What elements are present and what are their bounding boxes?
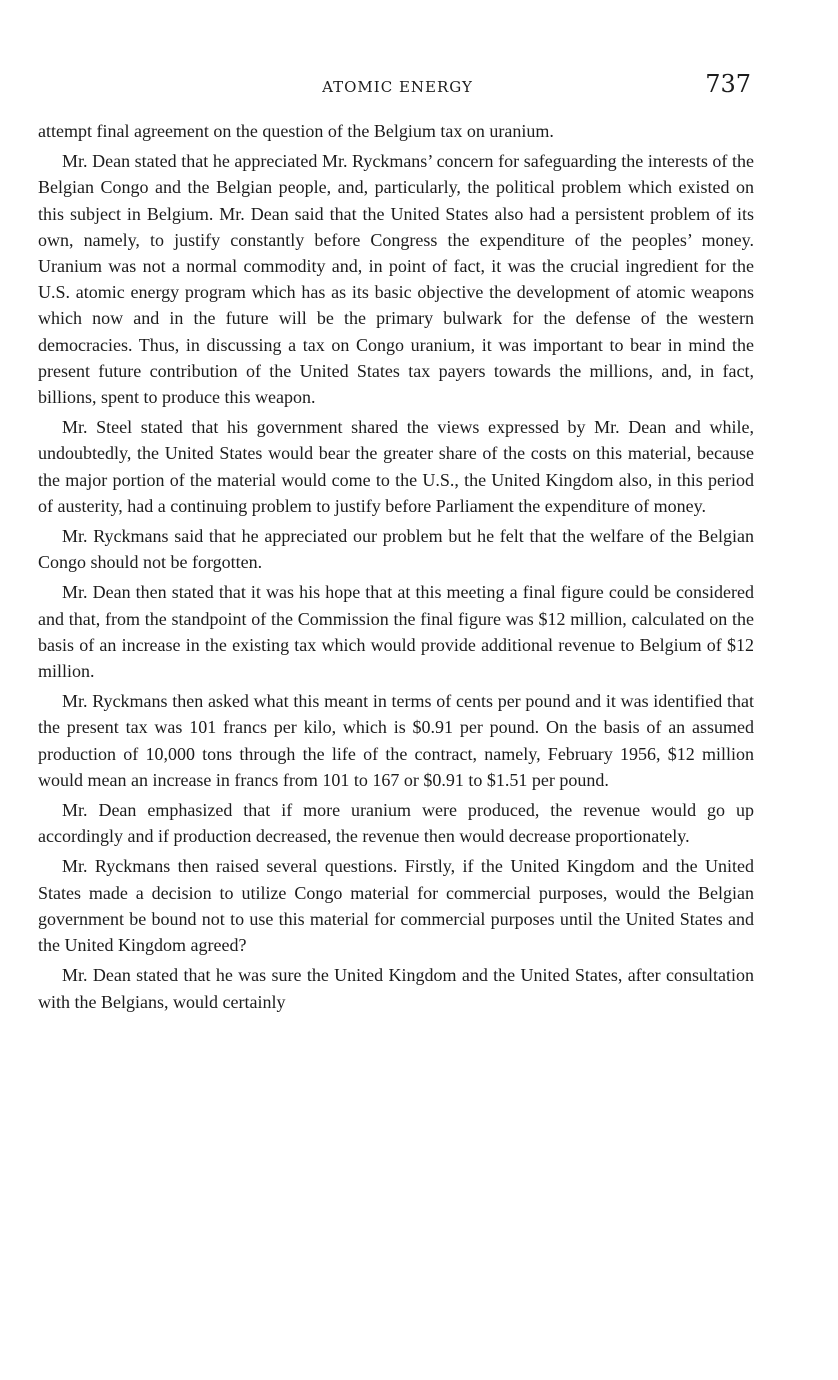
paragraph-dean-concern: Mr. Dean stated that he appreciated Mr. Ryckmans’ concern for safeguarding the interests of the Belgian Congo and the Belgian people, and, particularly, the political problem which existed on this subject in Belgium. Mr. Dean said that the United States also had a persistent problem of its own, namely, to justify constantly before Congress the expenditure of the peoples’ money. Uranium was not a normal commodity and, in point of fact, it was the crucial ingredient for the U.S. atomic energy program which has as its basic objective the development of atomic weapons which now and in the future will be the primary bulwark for the defense of the western democracies. Thus, in discussing a tax on Congo uranium, it was important to bear in mind the present future contribution of the United States tax payers towards the millions, and, in fact, billions, spent to produce this weapon. (38, 151, 754, 408)
paragraph-ryckmans-cents: Mr. Ryckmans then asked what this meant in terms of cents per pound and it was identified that the present tax was 101 francs per kilo, which is $0.91 per pound. On the basis of an assumed production of 10,000 tons through the life of the contract, namely, February 1956, $12 million would mean an increase in francs from 101 to 167 or $0.91 to $1.51 per pound. (38, 691, 754, 790)
paragraph-dean-consultation: Mr. Dean stated that he was sure the United Kingdom and the United States, after consultation with the Belgians, would certainly (38, 965, 754, 1012)
paragraph-ryckmans-welfare: Mr. Ryckmans said that he appreciated our problem but he felt that the welfare of the Belgian Congo should not be forgotten. (38, 526, 754, 573)
paragraph-steel-views: Mr. Steel stated that his government shared the views expressed by Mr. Dean and while, undoubtedly, the United States would bear the greater share of the costs on this material, because the major portion of the material would come to the U.S., the United Kingdom also, in this period of austerity, had a continuing problem to justify before Parliament the expenditure of money. (38, 417, 754, 516)
body-text (38, 118, 754, 1019)
page-number: 737 (705, 70, 751, 98)
paragraph-dean-final-figure: Mr. Dean then stated that it was his hope that at this meeting a final figure could be considered and that, from the standpoint of the Commission the final figure was $12 million, calculated on the basis of an increase in the existing tax which would provide additional revenue to Belgium of $12 million. (38, 582, 754, 682)
running-title: ATOMIC ENERGY (322, 78, 473, 96)
paragraph-continuation: attempt final agreement on the question of the Belgium tax on uranium. (38, 121, 554, 141)
running-head (40, 70, 755, 104)
paragraph-dean-revenue: Mr. Dean emphasized that if more uranium were produced, the revenue would go up accordingly and if production decreased, the revenue then would decrease proportionately. (38, 800, 754, 847)
paragraph-ryckmans-questions: Mr. Ryckmans then raised several questions. Firstly, if the United Kingdom and the United States made a decision to utilize Congo material for commercial purposes, would the Belgian government be bound not to use this material for commercial purposes until the United States and the United Kingdom agreed? (38, 856, 754, 956)
